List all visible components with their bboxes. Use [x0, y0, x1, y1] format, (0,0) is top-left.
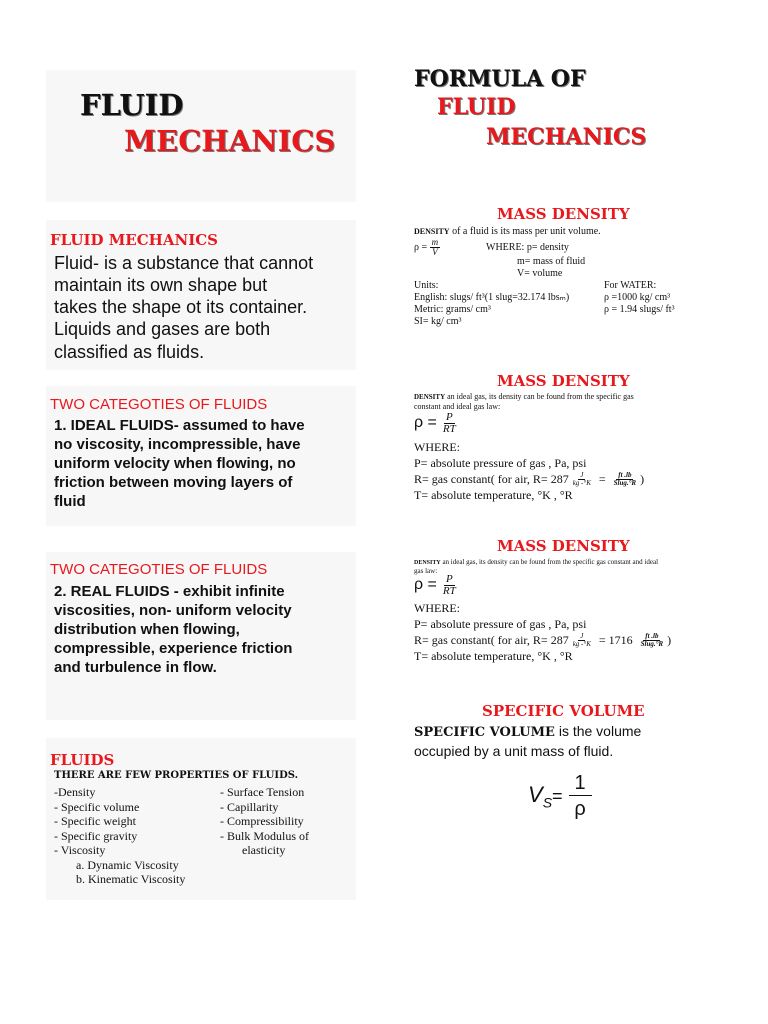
- mass-density-1-where: WHERE: p= density: [486, 242, 569, 253]
- right-title-line1: FORMULA OF: [414, 66, 586, 92]
- section1-text: Fluid- is a substance that cannot maintain its own shape but takes the shape ot its container. Liquids and gases are both classified as fluids.: [54, 253, 314, 362]
- mass-density-2-formula: ρ = $\frac{P}{RT}$: [414, 411, 456, 435]
- mass-density-3-body: WHERE: P= absolute pressure of gas , Pa, psi R= gas constant( for air, R= 287 $\frac{J}{kg -^\circ K}$ = 1716 $\frac{ft .lb}{\text{Slug.°R}}$ ) T= absolute temperature, °K , °R: [414, 601, 672, 663]
- right-title-line2: FLUID: [437, 94, 516, 120]
- properties-col1: -Density - Specific volume - Specific weight - Specific gravity - Viscosity a. Dynamic Viscosity b. Kinematic Viscosity: [54, 785, 186, 886]
- mass-density-1-units: Units: English: slugs/ ft³(1 slug=32.174 lbsₘ) Metric: grams/ cm³ SI= kg/ cm³: [414, 280, 570, 327]
- mass-density-1-intro: DENSITY of a fluid is its mass per unit volume.: [414, 226, 601, 237]
- specific-volume-formula: $V_S$ = $\frac{1}{\rho}$: [528, 773, 592, 819]
- mass-density-1-heading: MASS DENSITY: [497, 205, 630, 223]
- mass-density-1-where2: m= mass of fluid: [517, 256, 586, 267]
- mass-density-1-formula: ρ = $\frac{m}{V}$: [414, 237, 439, 257]
- section3-heading: TWO CATEGOTIES OF FLUIDS: [50, 561, 268, 578]
- section3-text: 2. REAL FLUIDS - exhibit infinite viscosities, non- uniform velocity distribution when flowing, compressible, experience friction and turbulence in flow.: [54, 583, 293, 677]
- mass-density-3-formula: ρ = $\frac{P}{RT}$: [414, 573, 456, 597]
- mass-density-2-intro: DENSITY an ideal gas, its density can be found from the specific gas constant and ideal gas law:: [414, 392, 634, 411]
- left-title-line1: FLUID: [80, 88, 184, 122]
- section4-heading: FLUIDS: [50, 751, 115, 769]
- mass-density-1-water: For WATER: ρ =1000 kg/ cm³ ρ = 1.94 slugs/ ft³: [604, 280, 675, 315]
- section4-subheading: THERE ARE FEW PROPERTIES OF FLUIDS.: [54, 770, 299, 781]
- properties-col2: - Surface Tension - Capillarity - Compressibility - Bulk Modulus of elasticity: [220, 785, 310, 857]
- section1-heading: FLUID MECHANICS: [50, 231, 218, 249]
- mass-density-3-intro: DENSITY an ideal gas, its density can be found from the specific gas constant and ideal gas law:: [414, 558, 659, 575]
- right-title-line3: MECHANICS: [486, 124, 647, 150]
- mass-density-2-heading: MASS DENSITY: [497, 372, 630, 390]
- specific-volume-heading: SPECIFIC VOLUME: [482, 702, 645, 720]
- specific-volume-definition: SPECIFIC VOLUME is the volume occupied by a unit mass of fluid.: [414, 723, 642, 759]
- section2-heading: TWO CATEGOTIES OF FLUIDS: [50, 396, 268, 413]
- mass-density-3-heading: MASS DENSITY: [497, 537, 630, 555]
- mass-density-2-body: WHERE: P= absolute pressure of gas , Pa, psi R= gas constant( for air, R= 287 $\frac{J}{kg -^\circ K}$ = $\frac{ft .lb}{\text{Slug.°R}}$ ) T= absolute temperature, °K , °R: [414, 440, 645, 502]
- left-title-line2: MECHANICS: [124, 124, 336, 158]
- section2-text: 1. IDEAL FLUIDS- assumed to have no viscosity, incompressible, have uniform velocity when flowing, no friction between moving layers of fluid: [54, 417, 305, 511]
- mass-density-1-where3: V= volume: [517, 268, 563, 279]
